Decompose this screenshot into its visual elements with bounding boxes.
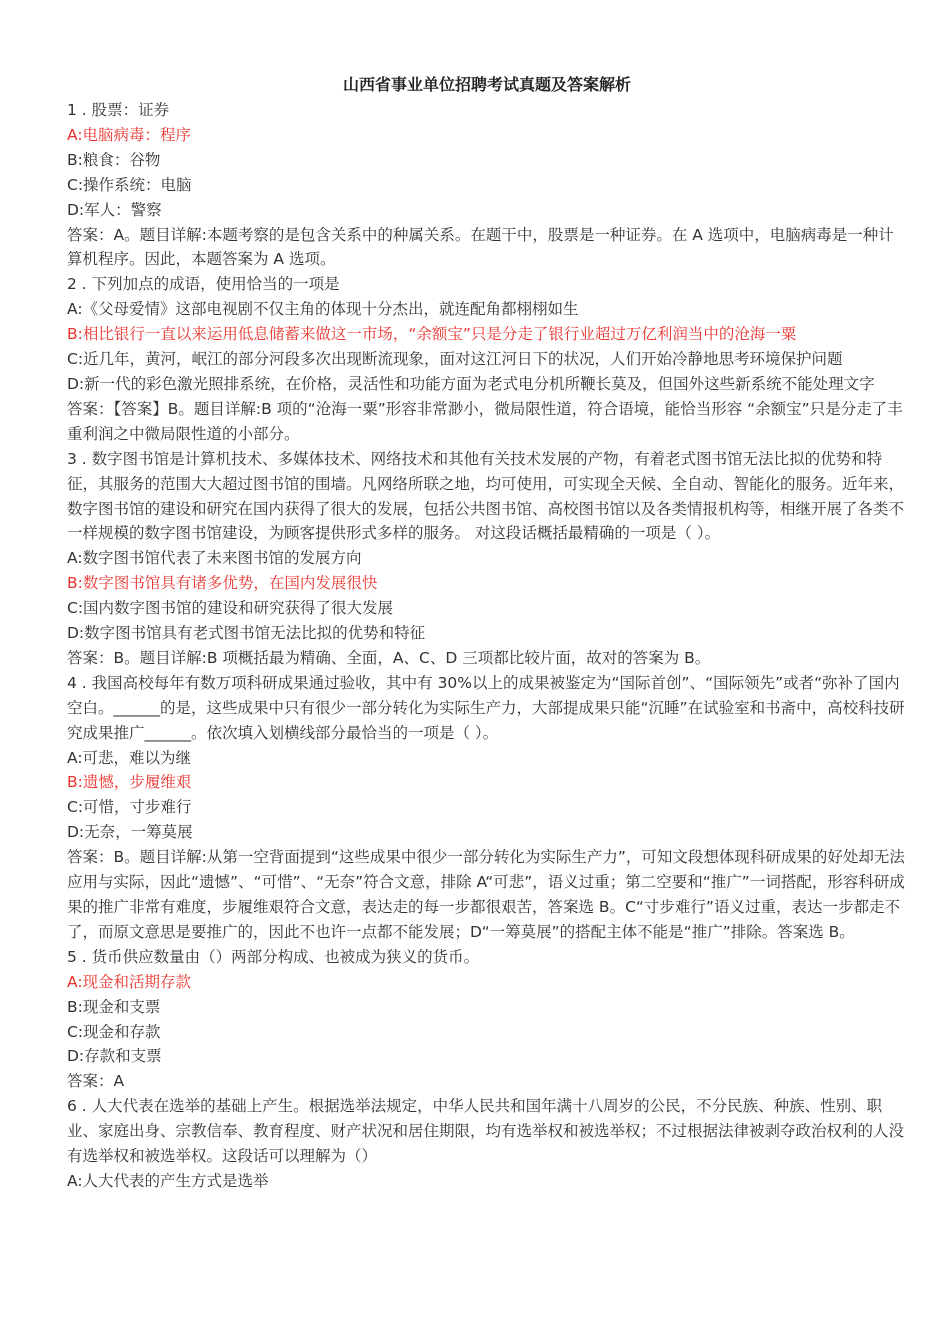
answer-option: C:国内数字图书馆的建设和研究获得了很大发展 — [67, 599, 394, 618]
answer-explanation: 答案：B。题目详解:从第一空背面提到“这些成果中很少一部分转化为实际生产力”，可知文段想体现科研成果的好处却无法应用与实际，因此“遗憾”、“可惜”、“无奈”符合文意，排除 A“可悲”，语义过重；第二空要和“推广”一词搭配，形容科研成果的推广非常有难度，步履维艰符合文意，表达走的每一步都很艰苦，答案选 B。C“寸步难行”语义过重，表达一步都走不了，而原文意思是要推广的，因此不也许一点都不能发展；D“一筹莫展”的搭配主体不能是“推广”排除。答案选 B。 — [67, 848, 905, 941]
correct-option: A:电脑病毒：程序 — [67, 125, 192, 144]
question-stem: 5 . 货币供应数量由（）两部分构成、也被成为狭义的货币。 — [67, 947, 480, 966]
correct-option: B:遗憾，步履维艰 — [67, 773, 192, 792]
question-list — [67, 98, 907, 1194]
correct-option: B:数字图书馆具有诸多优势，在国内发展很快 — [67, 574, 378, 593]
answer-option: D:存款和支票 — [67, 1047, 162, 1066]
question-block — [67, 98, 907, 272]
answer-option: D:数字图书馆具有老式图书馆无法比拟的优势和特征 — [67, 624, 426, 643]
question-stem: 4 . 我国高校每年有数万项科研成果通过验收，其中有 30%以上的成果被鉴定为“国际首创”、“国际领先”或者“弥补了国内空白。______的是，这些成果中只有很少一部分转化为实际生产力，大部提成果只能“沉睡”在试验室和书斋中，高校科技研究成果推广______。依次填入划横线部分最恰当的一项是（ ）。 — [67, 673, 905, 742]
answer-option: A:可悲，难以为继 — [67, 748, 192, 767]
question-block — [67, 671, 907, 945]
answer-explanation: 答案：A。题目详解:本题考察的是包含关系中的种属关系。在题干中，股票是一种证券。在 A 选项中，电脑病毒是一种计算机程序。因此，本题答案为 A 选项。 — [67, 225, 894, 269]
document-page — [67, 72, 907, 1194]
answer-option: C:可惜，寸步难行 — [67, 798, 192, 817]
question-stem: 3 . 数字图书馆是计算机技术、多媒体技术、网络技术和其他有关技术发展的产物，有着老式图书馆无法比拟的优势和特征，其服务的范围大大超过图书馆的围墙。凡网络所联之地，均可使用，可实现全天候、全自动、智能化的服务。近年来，数字图书馆的建设和研究在国内获得了很大的发展，包括公共图书馆、高校图书馆以及各类情报机构等，相继开展了各类不一样规模的数字图书馆建设，为顾客提供形式多样的服务。 对这段话概括最精确的一项是（ ）。 — [67, 449, 905, 543]
answer-explanation: 答案：B。题目详解:B 项概括最为精确、全面，A、C、D 三项都比较片面，故对的答案为 B。 — [67, 648, 711, 667]
correct-option: A:现金和活期存款 — [67, 972, 192, 991]
correct-option: B:相比银行一直以来运用低息储蓄来做这一市场，“余额宝”只是分走了银行业超过万亿利润当中的沧海一粟 — [67, 325, 797, 344]
answer-option: C:现金和存款 — [67, 1022, 161, 1041]
question-stem: 2 . 下列加点的成语，使用恰当的一项是 — [67, 275, 340, 294]
question-block — [67, 272, 907, 446]
question-block — [67, 1094, 907, 1194]
question-stem: 6 . 人大代表在选举的基础上产生。根据选举法规定，中华人民共和国年满十八周岁的公民，不分民族、种族、性别、职业、家庭出身、宗教信奉、教育程度、财产状况和居住期限，均有选举权和被选举权；不过根据法律被剥夺政治权利的人没有选举权和被选举权。这段话可以理解为（） — [67, 1097, 905, 1166]
answer-option: A:数字图书馆代表了未来图书馆的发展方向 — [67, 549, 362, 568]
question-stem: 1 . 股票：证券 — [67, 101, 170, 119]
question-block — [67, 945, 907, 1094]
question-block — [67, 447, 907, 671]
answer-option: A:人大代表的产生方式是选举 — [67, 1171, 269, 1190]
document-title: 山西省事业单位招聘考试真题及答案解析 — [342, 75, 631, 94]
answer-option: C:近几年，黄河，岷江的部分河段多次出现断流现象，面对这江河日下的状况，人们开始冷静地思考环境保护问题 — [67, 350, 843, 369]
answer-option: A:《父母爱情》这部电视剧不仅主角的体现十分杰出，就连配角都栩栩如生 — [67, 300, 579, 319]
answer-option: D:军人：警察 — [67, 200, 162, 219]
answer-option: D:无奈，一筹莫展 — [67, 823, 193, 842]
answer-explanation: 答案：A — [67, 1072, 125, 1091]
answer-option: B:现金和支票 — [67, 997, 161, 1016]
answer-option: B:粮食：谷物 — [67, 150, 161, 169]
answer-option: D:新一代的彩色激光照排系统，在价格，灵活性和功能方面为老式电分机所鞭长莫及，但国外这些新系统不能处理文字 — [67, 374, 875, 393]
answer-option: C:操作系统：电脑 — [67, 175, 192, 194]
answer-explanation: 答案：【答案】B。题目详解:B 项的“沧海一粟”形容非常渺小，微局限性道，符合语境，能恰当形容 “余额宝”只是分走了丰重利润之中微局限性道的小部分。 — [67, 399, 903, 443]
